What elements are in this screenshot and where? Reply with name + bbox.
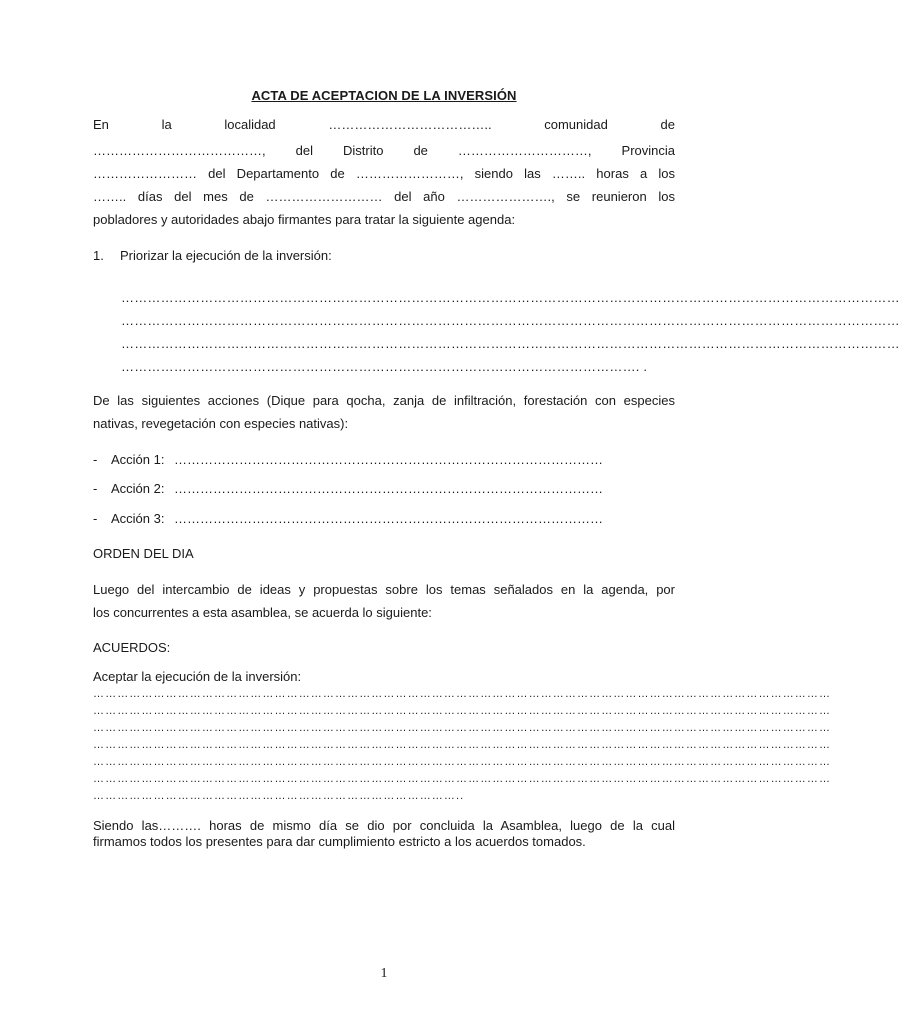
intro-line-3: …………………… del Departamento de ……………………, siendo las …….. horas a los (93, 166, 675, 181)
acuerdos-blank-line: ………………………………………………………………………………………………………………………………………………………………… (93, 756, 832, 768)
page-number: 1 (380, 966, 388, 981)
acuerdos-blank-line: ………………………………………………………………………………………………………………………………………………………………… (93, 688, 832, 700)
localidad-blank: ……………………………….. (328, 117, 492, 132)
orden-text-line-1: Luego del intercambio de ideas y propuestas sobre los temas señalados en la agenda, por (93, 582, 675, 597)
intro-line-1 (93, 117, 675, 133)
comunidad-blank: …………………………………, (93, 143, 266, 158)
action-bullet: - (93, 481, 98, 496)
action-blank: ……………………………………………………………………………………… (174, 481, 603, 496)
acuerdos-blank-line: ………………………………………………………………………………………………………………………………………………………………… (93, 722, 832, 734)
document-title: ACTA DE ACEPTACION DE LA INVERSIÓN (251, 88, 517, 103)
acuerdos-blank-line: ………………………………………………………………………………………………………………………………………………………………… (93, 773, 832, 785)
acuerdos-label: Aceptar la ejecución de la inversión: (93, 669, 302, 684)
intro-line-5: pobladores y autoridades abajo firmantes para tratar la siguiente agenda: (93, 212, 516, 227)
intro-word: localidad (224, 117, 276, 132)
agenda-blank-line: …………………………………………………………………………………………………………………………………………………………… (121, 313, 900, 328)
acuerdos-blank-line: ………………………………………………………………………………………………………………………………………………………………… (93, 705, 832, 717)
closing-line-2: firmamos todos los presentes para dar cumplimiento estricto a los acuerdos tomados. (93, 834, 586, 849)
intro-word: la (161, 117, 172, 132)
action-blank: ……………………………………………………………………………………… (174, 511, 603, 526)
intro-line-2 (93, 143, 675, 159)
action-bullet: - (93, 511, 98, 526)
orden-heading: ORDEN DEL DIA (93, 546, 194, 561)
intro-word: comunidad (544, 117, 608, 132)
distrito-blank: …………………………, (457, 143, 592, 158)
document-page (93, 0, 900, 1024)
acuerdos-heading: ACUERDOS: (93, 640, 171, 655)
action-bullet: - (93, 452, 98, 467)
closing-line-1: Siendo las………. horas de mismo día se dio por concluida la Asamblea, luego de la cual (93, 818, 675, 833)
intro-word: de (413, 143, 428, 158)
acuerdos-blank-line: ………………………………………………………………………………………………………………………………………………………………… (93, 739, 832, 751)
acuerdos-blank-line: ……………………………………………………………………………….. (93, 790, 465, 802)
orden-text-line-2: los concurrentes a esta asamblea, se acuerda lo siguiente: (93, 605, 432, 620)
actions-intro-line-2: nativas, revegetación con especies nativas): (93, 416, 349, 431)
intro-line-4: …….. días del mes de ……………………… del año …………………., se reunieron los (93, 189, 675, 204)
agenda-blank-line: ………………………………………………………………………………………………………. . (121, 359, 648, 374)
intro-word: de (660, 117, 675, 132)
agenda-blank-line: …………………………………………………………………………………………………………………………………………………………… (121, 290, 900, 305)
agenda-item-text: Priorizar la ejecución de la inversión: (120, 248, 332, 263)
action-label: Acción 3: (111, 511, 165, 526)
actions-intro-line-1: De las siguientes acciones (Dique para qocha, zanja de infiltración, forestación con especies (93, 393, 675, 408)
intro-word: Provincia (621, 143, 675, 158)
agenda-blank-line: …………………………………………………………………………………………………………………………………………………………… (121, 336, 900, 351)
action-blank: ……………………………………………………………………………………… (174, 452, 603, 467)
intro-word: del (295, 143, 313, 158)
action-label: Acción 2: (111, 481, 165, 496)
intro-word: Distrito (342, 143, 384, 158)
agenda-item-number: 1. (93, 248, 104, 263)
action-label: Acción 1: (111, 452, 165, 467)
intro-word: En (93, 117, 109, 132)
